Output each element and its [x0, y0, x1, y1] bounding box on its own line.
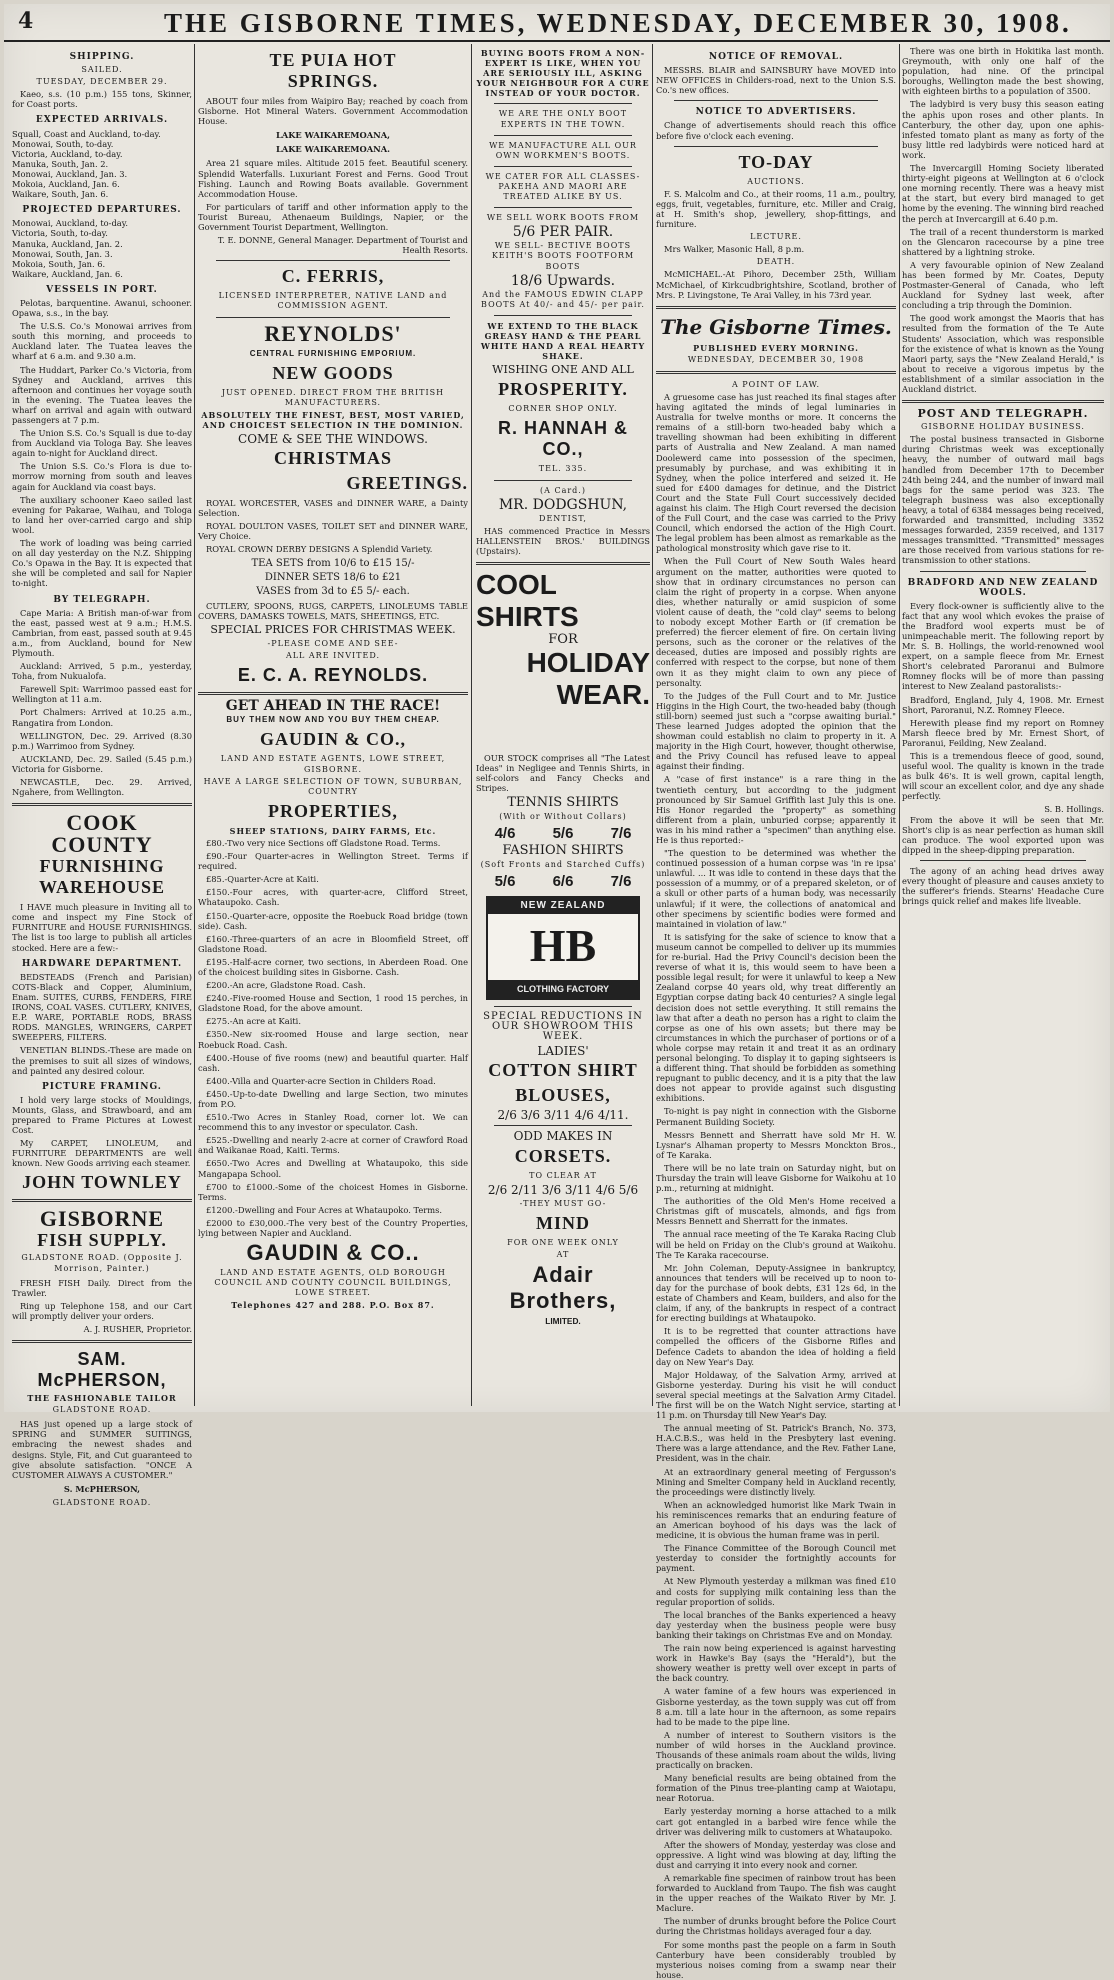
price-label: 4/6 [494, 824, 516, 842]
ad-address: GLADSTONE ROAD. (Opposite J. Morrison, Painter.) [21, 1253, 183, 1273]
paragraph: To-night is pay night in connection with the Gisborne Permanent Building Society. [656, 1106, 896, 1127]
paragraph: The Union S.S. Co.'s Flora is due to-morrow morning from south and leaves again for Auckland via coast bays. [12, 461, 192, 492]
paragraph: OUR STOCK comprises all "The Latest Ideas" in Negligee and Tennis Shirts, in self-colors and Fancy Checks and Stripes. [476, 753, 650, 794]
ad-headline: BLOUSES, [515, 1085, 611, 1106]
column-advertisements-b [476, 46, 650, 1406]
list-item: £160.-Three-quarters of an acre in Bloomfield Street, off Gladstone Road. [198, 933, 468, 954]
ad-subheadline: WE EXTEND TO THE BLACK GREASY HAND & THE PEARL WHITE HAND A REAL HEARTY SHAKE. [480, 320, 646, 362]
paragraph: I HAVE much pleasure in Inviting all to come and inspect my Fine Stock of FURNITURE and HOUSE FURNISHINGS. The list is too large to publish all articles stocked. Here are a few:- [12, 902, 192, 953]
list-item: Monowai, South, Jan. 3. [12, 248, 113, 259]
column-rule [899, 44, 900, 1406]
list-item: £195.-Half-acre corner, two sections, in Aberdeen Road. One of the choicest building sites in Gisborne. Cash. [198, 956, 468, 977]
fashion-prices [476, 873, 650, 890]
advert-cook-county [12, 812, 192, 898]
ware-list [198, 498, 468, 554]
ad-headline: REYNOLDS' [264, 320, 402, 346]
paragraph: F. S. Malcolm and Co., at their rooms, 11 a.m., poultry, eggs, fruit, vegetables, furniture, etc. Miller and Craig, at H. Smith's shop, jewellery, shop-fittings, and furniture. [656, 188, 896, 230]
list-item: £90.-Four Quarter-acres in Wellington Street. Terms if required. [198, 851, 468, 872]
paragraph: "The question to be determined was whether the continued possession of a human corpse was 'in re ipsa' unlawful. ... It was idle to contend in these days that the possession of a mummy, or of a prepared skeleton, or of a skull or other parts of a human body, was necessarily unlawful; if it were, the collections of anatomical and other specimens by scientific bodies were formed and maintained in violation of law." [656, 848, 896, 929]
paragraph: Ring up Telephone 158, and our Cart will promptly deliver your orders. [12, 1300, 192, 1321]
paragraph: Cape Maria: A British man-of-war from the east, passed west at 9 a.m.; H.M.S. Cambrian, from east, passed south at 9.45 a.m., from Auckland, bound for New Plymouth. [12, 607, 192, 658]
subheading: HARDWARE DEPARTMENT. [21, 958, 183, 969]
list-item: £150.-Four acres, with quarter-acre, Clifford Street, Whataupoko. Cash. [198, 887, 468, 908]
ad-headline: E. C. A. REYNOLDS. [237, 665, 429, 686]
ad-subheadline: ALL ARE INVITED. [285, 651, 381, 661]
list-item: £700 to £1000.-Some of the choicest Homes in Gisborne. Terms. [198, 1181, 468, 1202]
ad-headline: SAM. McPHERSON, [37, 1349, 167, 1391]
ad-subheadline: HAVE A LARGE SELECTION OF TOWN, SUBURBAN, COUNTRY [203, 776, 463, 796]
paragraph: The agony of an aching head drives away every thought of pleasure and causes anxiety to the sufferer's friends. Stearns' Headache Cure brings quick relief and makes life liveable. [902, 865, 1104, 907]
ad-subheadline: WE ARE THE ONLY BOOT EXPERTS IN THE TOWN. [498, 109, 628, 129]
ad-subheadline: ABSOLUTELY THE FINEST, BEST, MOST VARIED, AND CHOICEST SELECTION IN THE DOMINION. [201, 409, 465, 430]
divider [494, 1125, 632, 1126]
newspaper-page [4, 4, 1110, 1980]
divider [920, 860, 1086, 861]
property-listings [198, 838, 468, 1238]
divider [216, 260, 450, 261]
ad-subheadline: TO CLEAR AT [529, 1170, 597, 1180]
ad-headline: Adair [532, 1261, 594, 1287]
paragraph: It is satisfying for the sake of science to know that a museum cannot be compelled to deliver up its mummies for re-burial. Had the Privy Council's decision been the reverse of what it is, this would seem to have been a possible legal result; for were it unlawful to keep a New Zealand corpse 40 years old, why treat differently an Egyptian corpse dating back 40 centuries? A single legal decision does not settle everything. It still remains the law that after a death no person has a right to claim the corpse as one of his own assets; but there may be circumstances in which the purchaser of portions or of a whole corpse may retain it and treat it as an ordinary personal belonging. To display it to gaping sightseers is a different thing. That should be forbidden as something repugnant to public decency, and it is a pity that the law does not appear to provide against such disgusting exhibitions. [656, 931, 896, 1104]
divider [12, 1340, 192, 1343]
paragraph: HAS commenced Practice in Messrs HALLENSTEIN BROS.' BUILDINGS (Upstairs). [476, 525, 650, 556]
price-label: 6/6 [552, 872, 574, 890]
paragraph: WELLINGTON, Dec. 29. Arrived (8.30 p.m.) Warrimoo from Sydney. [12, 730, 192, 751]
paragraph: Early yesterday morning a horse attached to a milk cart got entangled in a barbed wire fence while the driver was delivering milk to customers at Whataupoko. [656, 1806, 896, 1837]
ad-subheadline: LAND AND ESTATE AGENTS, LOWE STREET, GISBORNE. [220, 754, 446, 774]
masthead [4, 4, 1110, 42]
ad-address: GLADSTONE ROAD. [52, 1497, 152, 1507]
column-rule [471, 44, 472, 1406]
paragraph: Area 21 square miles. Altitude 2015 feet. Beautiful scenery. Splendid Waterfalls. Luxuriant Forest and Ferns. Good Trout Fishing. Launch and Rowing Boats available. Government Accommodation House. [198, 158, 468, 199]
paragraph: The Invercargill Homing Society liberated thirty-eight pigeons at Wellington at 6 o'clock one morning recently. There was a heavy mist at the start, but every bird managed to get home by the evening. The winning bird reached the perch at Invercargill at 6.40 p.m. [902, 163, 1104, 224]
subheading: PICTURE FRAMING. [42, 1081, 162, 1092]
section-heading: NOTICE OF REMOVAL. [708, 52, 844, 62]
ad-headline: GET AHEAD IN THE RACE! [225, 698, 441, 715]
ad-subheadline: WE SELL- BECTIVE BOOTS KEITH'S BOOTS FOOTFORM BOOTS [491, 241, 635, 271]
ad-subheadline: (With or Without Collars) [499, 811, 627, 821]
ad-subheadline: And the FAMOUS EDWIN CLAPP BOOTS At 40/- and 45/- per pair. [481, 289, 645, 309]
divider [656, 371, 896, 374]
paragraph: The good work amongst the Maoris that has resulted from the formation of the Te Aute Students' Association, which was responsible for the existence of what is known as the Young Maori party, says the "New Zealand Herald," is about to receive a vigorous impetus by the establishment of a similar association in the Auckland district. [902, 313, 1104, 394]
subheading: BY TELEGRAPH. [53, 594, 151, 605]
signature: S. B. Hollings. [1044, 804, 1104, 815]
list-item: £200.-An acre, Gladstone Road. Cash. [206, 980, 366, 991]
paragraph: Change of advertisements should reach this office before five o'clock each evening. [656, 120, 896, 141]
paragraph: For some months past the people on a farm in South Canterbury have been considerably troubled by mysterious noises coming from a swamp near their house. [656, 1939, 896, 1980]
paragraph: VENETIAN BLINDS.-These are made on the premises to suit all sizes of windows, and painted any desired colour. [12, 1045, 192, 1076]
column-editorial [656, 46, 896, 1980]
paragraph: The local branches of the Banks experienced a heavy day yesterday when the business people were busy banking their takings on Christmas Eve and on Monday. [656, 1609, 896, 1640]
hb-clothing-logo [486, 896, 640, 1000]
paragraph: For particulars of tariff and other information apply to the Tourist Bureau, Athenaeum Buildings, Napier, or the Government Tourist Department, Wellington. [198, 201, 468, 233]
list-item: £2000 to £30,000.-The very best of the Country Properties, lying between Napier and Auckland. [198, 1217, 468, 1239]
paragraph: Many beneficial results are being obtained from the formation of the Pinus tree-planting camp at Waiotapu, near Rotorua. [656, 1773, 896, 1804]
list-item: Monowai, South, to-day. [12, 138, 114, 149]
column-shipping [12, 46, 192, 1507]
divider [656, 306, 896, 309]
paragraph: A water famine of a few hours was experienced in Gisborne yesterday, as the town supply was cut off from 8 a.m. till a late hour in the afternoon, as some repairs had to be made to the pipe line. [656, 1686, 896, 1727]
paragraph: After the showers of Monday, yesterday was close and oppressive. A light wind was blowing at day, lifting the dust and carrying it into every nook and corner. [656, 1839, 896, 1870]
column-advertisements-a [198, 46, 468, 1406]
ad-headline: ODD MAKES IN [513, 1129, 613, 1144]
paragraph: Major Holdaway, of the Salvation Army, arrived at Gisborne yesterday. During his visit he will conduct several special meetings at the Salvation Army Citadel. The first will be on the Watch Night service, starting at 11 p.m. on Thursday till New Year's Day. [656, 1369, 896, 1421]
article-body [656, 392, 896, 1980]
price-label: 7/6 [610, 824, 632, 842]
advert-te-puia [198, 50, 468, 92]
subheading: VESSELS IN PORT. [46, 284, 158, 295]
ad-subheadline: AT [556, 1249, 570, 1259]
ad-subheadline: WISHING ONE AND ALL [492, 363, 634, 377]
price-label: 5/6 [494, 872, 516, 890]
divider [494, 315, 632, 316]
column-rule [194, 44, 195, 1406]
paragraph: When an acknowledged humorist like Mark Twain in his reminiscences remarks that an enduring feature of an American boyhood of his days was the lack of medicine, it is obvious the human frame was in peril. [656, 1499, 896, 1541]
ad-subheadline: DENTIST, [539, 513, 587, 523]
ad-subheadline: FOR ONE WEEK ONLY [507, 1237, 619, 1247]
list-item: £650.-Two Acres and Dwelling at Whataupoko, this side Mangapapa School. [198, 1158, 468, 1179]
list-item: £240.-Five-roomed House and Section, 1 rood 15 perches, in Gladstone Road, for the above amount. [198, 993, 468, 1014]
section-heading: POST AND TELEGRAPH. [917, 407, 1089, 421]
list-item: £450.-Up-to-date Dwelling and large Section, two minutes from P.O. [198, 1088, 468, 1109]
paragraph: Herewith please find my report on Romney Marsh fleece bred by Mr. Ernest Short, of Paroranui, Feilding, New Zealand. [902, 717, 1104, 748]
list-item: £350.-New six-roomed House and large section, near Roebuck Road. Cash. [198, 1029, 468, 1050]
subheading: PROJECTED DEPARTURES. [22, 205, 182, 216]
subheading: DEATH. [756, 257, 796, 267]
tennis-prices [476, 825, 650, 842]
section-heading: TO-DAY [738, 151, 814, 172]
ad-subheadline: LICENSED INTERPRETER, NATIVE LAND and COMMISSION AGENT. [218, 291, 448, 311]
ad-price: DINNER SETS 18/6 to £21 [264, 571, 402, 583]
ad-headline: TE PUIA HOT [269, 50, 397, 70]
ad-subheadline: -THEY MUST GO- [519, 1198, 607, 1208]
list-item: £525.-Dwelling and nearly 2-acre at corner of Crawford Road and Waikanae Road, Kaiti. Terms. [198, 1135, 468, 1156]
ad-headline: JOHN TOWNLEY [22, 1172, 182, 1193]
ad-headline: LAKE WAIKAREMOANA, [275, 130, 391, 141]
subheading: PUBLISHED EVERY MORNING. [693, 342, 859, 353]
subheading: EXPECTED ARRIVALS. [35, 115, 169, 126]
ad-headline: LAKE WAIKAREMOANA. [275, 144, 391, 155]
paragraph: When the Full Court of New South Wales heard argument on the matter, authorities were quoted to show that in ordinary circumstances no person can claim the right of property in a corpse. When anyone dies, whether naturally or amid suspicion of some violent cause of death, the "cold clay" seems to belong to nobody except Mother Earth or (if cremation be preferred) the fiercer element of fire. On certain living persons, such as the coroner or the relatives of the deceased, duties are imposed and possibly rights are conferred with respect to the corpse, but none of them own it as they might claim to own any piece of personalty. [656, 556, 896, 688]
section-heading: SHIPPING. [69, 52, 135, 62]
ad-headline: SHIRTS [476, 601, 579, 633]
ad-headline: WAREHOUSE [38, 877, 166, 898]
ad-headline: COUNTY [51, 832, 153, 858]
ad-headline: Brothers, [509, 1287, 617, 1313]
ad-subheadline: CORNER SHOP ONLY. [508, 404, 618, 414]
subheading: SAILED. [81, 65, 123, 75]
column-rule [652, 44, 653, 1406]
paragraph: A gruesome case has just reached its final stages after having agitated the minds of legal luminaries in Australia for twelve months or more. It concerns the remains of a still-born two-headed baby which a travelling showman had been exhibiting in different parts of Australia and New Zealand. A man named Doolewerd came into possession of the specimen, presumably by purchase, and was exhibiting it in Sydney, when the police interfered and seized it. He sued for £400 damages for detinue, and the District Court and the State Full Court successively decided against his claim. The High Court reversed the decision of the Full Court, and the case was carried to the Privy Council, which endorsed the action of the High Court. The legal problem has been almost as remarkable as the pathological monstrosity which gave rise to it. [656, 391, 896, 554]
ad-subheadline: FOR [548, 632, 578, 648]
list-item: ROYAL WORCESTER, VASES and DINNER WARE, a Dainty Selection. [198, 498, 468, 519]
list-item: Victoria, South, to-day. [12, 228, 108, 239]
logo-text: NEW ZEALAND [488, 898, 638, 914]
paragraph: ABOUT four miles from Waipiro Bay; reached by coach from Gisborne. Hot Mineral Waters. Government Accommodation House. [198, 96, 468, 127]
paragraph: From the above it will be seen that Mr. Short's clip is as near perfection as human skill can produce. The wool exported upon was dipped in the sheep-dipping preparation. [902, 814, 1104, 855]
ad-subheadline: SPECIAL REDUCTIONS IN OUR SHOWROOM THIS WEEK. [483, 1010, 643, 1043]
paragraph: A very favourable opinion of New Zealand has been formed by Mr. Coates, Deputy Postmaster-General of Canada, who left Auckland for Sydney last week, after concluding a trip through the Dominion. [902, 259, 1104, 311]
ad-subheadline: SHEEP STATIONS, DAIRY FARMS, Etc. [229, 825, 437, 836]
ad-headline: COTTON SHIRT [488, 1060, 638, 1081]
paragraph: The trail of a recent thunderstorm is marked on the Glencaron racecourse by a pine tree shattered by a lightning stroke. [902, 226, 1104, 257]
paragraph: There was one birth in Hokitika last month. Greymouth, with only one half of the population, had nine. Of the principal boroughs, Wellington made the best showing, with eighteen births to a population of 3500. [902, 46, 1104, 97]
news-notes [902, 46, 1104, 394]
list-item: Mokoia, South, Jan. 6. [12, 258, 106, 269]
list-item: Waikare, Auckland, Jan. 6. [12, 268, 123, 279]
ad-subheadline: LIMITED. [545, 1315, 581, 1326]
signature: T. E. DONNE, General Manager. Department of Tourist and Health Resorts. [217, 235, 468, 256]
ad-headline: LADIES' [537, 1044, 589, 1059]
ad-headline: SPRINGS. [287, 71, 379, 91]
ad-headline: PROPERTIES, [268, 800, 398, 821]
paragraph: To the Judges of the Full Court and to Mr. Justice Higgins in the High Court, the two-headed baby (though still-born) seemed just such a "corpse awaiting burial." These learned Judges adopted the opinion that the showman could establish no claim to property in it. A majority in the High Court, however, thought otherwise, and the Privy Council has refused leave to appeal against their finding. [656, 690, 896, 772]
paragraph: HAS just opened up a large stock of SPRING and SUMMER SUITINGS, embracing the newest shades and designs. Style, Fit, and Cut guaranteed to give absolute satisfaction. "ONCE A CUSTOMER ALWAYS A CUSTOMER." [12, 1419, 192, 1480]
ad-price: VASES from 3d to £5 5/- each. [256, 585, 410, 597]
ad-headline: CHRISTMAS [273, 448, 393, 469]
telegraph-paragraphs [12, 608, 192, 798]
ad-headline: GREETINGS. [346, 473, 468, 494]
list-item: Monowai, Auckland, Jan. 3. [12, 168, 128, 179]
column-right [902, 46, 1104, 1406]
divider [494, 103, 632, 104]
shipping-paragraphs [12, 321, 192, 588]
expected-list [12, 129, 192, 200]
divider [920, 571, 1086, 572]
ad-subheadline: (A Card.) [540, 485, 586, 495]
ad-subheadline: COME & SEE THE WINDOWS. [238, 431, 428, 446]
divider [12, 1199, 192, 1202]
advert-tailor [12, 1349, 192, 1415]
list-item: Waikare, South, Jan. 6. [12, 189, 109, 200]
divider [198, 692, 468, 695]
section-heading: BRADFORD AND NEW ZEALAND WOOLS. [907, 577, 1099, 598]
subheading: LECTURE. [750, 232, 802, 242]
paragraph: NEWCASTLE, Dec. 29. Arrived, Ngahere, from Wellington. [12, 777, 192, 798]
ad-subheadline: BUY THEM NOW AND YOU BUY THEM CHEAP. [226, 715, 440, 725]
divider [476, 562, 650, 565]
paragraph: The annual race meeting of the Te Karaka Racing Club will be held on Friday on the Club's ground at Waikohu. The Te Karaka racecourse. [656, 1229, 896, 1260]
divider [674, 146, 878, 147]
ad-subheadline: -PLEASE COME AND SEE- [267, 639, 399, 649]
paragraph: Port Chalmers: Arrived at 10.25 a.m., Rangatira from London. [12, 707, 192, 728]
price-label: 5/6 [552, 824, 574, 842]
ad-headline: R. HANNAH & CO., [498, 418, 628, 460]
list-item: ROYAL CROWN DERBY DESIGNS A Splendid Variety. [206, 544, 433, 555]
ad-headline: FISH SUPPLY. [37, 1230, 167, 1251]
subheading: GISBORNE HOLIDAY BUSINESS. [921, 422, 1085, 432]
paragraph: Messrs Bennett and Sherratt have sold Mr H. W. Lysnar's Alhaman property to Messrs Monckton Bros., of Te Karaka. [656, 1129, 896, 1160]
paragraph: FRESH FISH Daily. Direct from the Trawler. [12, 1277, 192, 1298]
paragraph: The auxiliary schooner Kaeo sailed last evening for Pakarae, Waihau, and Tologa to land her over-carried cargo and ship wool. [12, 494, 192, 535]
projected-list [12, 218, 192, 279]
ad-price: TEA SETS from 10/6 to £15 15/- [251, 557, 415, 569]
page-number: 4 [18, 8, 34, 34]
paragraph: The Union S.S. Co.'s Squall is due to-day from Auckland via Tologa Bay. She leaves again to-night for Auckland direct. [12, 428, 192, 459]
list-item: Monowai, Auckland, to-day. [12, 218, 128, 229]
divider [494, 135, 632, 136]
price-label: 7/6 [610, 872, 632, 890]
paragraph: The postal business transacted in Gisborne during Christmas week was exceptionally heavy, the number of outward mail bags handled from December 17th to December 24th being 244, and the number of inward mail bags for the same period was 323. The telegraph business was also exceptionally heavy, a total of 6384 messages being received, forwarded and transmitted, including 3352 messages forwarded, 2359 received, and 1317 messages transmitted. "Transmitted" messages are those received from various stations for re-transmission to other stations. [902, 434, 1104, 566]
signature: A. J. RUSHER, Proprietor. [83, 1324, 192, 1334]
paragraph: AUCKLAND, Dec. 29. Sailed (5.45 p.m.) Victoria for Gisborne. [12, 753, 192, 774]
ad-subheadline: TEL. 335. [538, 464, 588, 474]
ad-price: 2/6 3/6 3/11 4/6 4/11. [497, 1108, 629, 1123]
ad-headline: HOLIDAY [526, 647, 650, 679]
paragraph: Every flock-owner is sufficiently alive to the fact that any wool which evokes the praise of the Bradford wool experts must be of unimpeachable merit. The following report by Mr. S. B. Hollings, the world-renowned wool expert, on a sample fleece from Mr. Ernest Short's celebrated Paroranui and Bulmore Romney flocks will be of more than passing interest to New Zealand pastoralists:- [902, 600, 1104, 692]
ad-subheadline: BUYING BOOTS FROM A NON-EXPERT IS LIKE, WHEN YOU ARE SERIOUSLY ILL, ASKING YOUR NEIGHBOUR FOR A CURE INSTEAD OF YOUR DOCTOR. [476, 48, 650, 99]
ad-headline: GISBORNE [39, 1206, 165, 1232]
list-item: £85.-Quarter-Acre at Kaiti. [206, 874, 319, 885]
list-item: Victoria, Auckland, to-day. [12, 148, 123, 159]
advert-fish-supply [12, 1208, 192, 1273]
ad-subheadline: WE CATER FOR ALL CLASSES-PAKEHA AND MAORI ARE TREATED ALIKE BY US. [485, 171, 641, 202]
paragraph: The U.S.S. Co.'s Monowai arrives from south this morning, and proceeds to Auckland later. The Tuatea leaves the wharf at 6 a.m. and 9.30 a.m. [12, 321, 192, 362]
ad-address: GLADSTONE ROAD. [52, 1405, 152, 1415]
paragraph: A remarkable fine specimen of rainbow trout has been forwarded to Auckland from Taupo. The fish was caught in the upper reaches of the Waikato River by Mr. J. Maclure. [656, 1873, 896, 1914]
ad-subheadline: JUST OPENED. DIRECT FROM THE BRITISH MANUFACTURERS. [221, 387, 445, 407]
logo-text: CLOTHING FACTORY [488, 980, 638, 998]
list-item: £1200.-Dwelling and Four Acres at Whataupoko. Terms. [206, 1204, 442, 1215]
paragraph: The Huddart, Parker Co.'s Victoria, from Sydney and Auckland, arrives this afternoon and continues her voyage south in the evening. The Tuatea leaves the wharf on arrival and again with outward passengers at 7 p.m. [12, 364, 192, 425]
divider [216, 317, 450, 318]
paragraph: A number of interest to Southern visitors is the number of wild horses in the Auckland province. Thousands of these animals roam about the wilds, living practically on bracken. [656, 1729, 896, 1771]
paragraph: The Finance Committee of the Borough Council met yesterday to consider the fortnightly accounts for payment. [656, 1543, 896, 1574]
paragraph: Bradford, England, July 4, 1908. Mr. Ernest Short, Paroranui, N.Z. Romney Fleece. [902, 694, 1104, 715]
ad-headline: NEW GOODS [272, 362, 394, 383]
ad-subheadline: SPECIAL PRICES FOR CHRISTMAS WEEK. [210, 623, 456, 636]
ad-headline: GAUDIN & CO., [260, 729, 406, 750]
paragraph: MESSRS. BLAIR and SAINSBURY have MOVED into NEW OFFICES in Childers-road, next to the Union S.S. Co.'s new offices. [656, 65, 896, 96]
ad-headline: MIND [536, 1212, 590, 1233]
list-item: ROYAL DOULTON VASES, TOILET SET and DINNER WARE, Very Choice. [198, 521, 468, 542]
paragraph: At an extraordinary general meeting of Fergusson's Mining and Smelter Company held in Auckland recently, the proceedings were distinctly lively. [656, 1466, 896, 1497]
ad-headline: COOK [66, 810, 138, 836]
ad-subheadline: Telephones 427 and 288. P.O. Box 87. [231, 1300, 435, 1311]
paragraph: The authorities of the Old Men's Home received a Christmas gift of muscatels, almonds, and figs from Messrs Bennett and Sherratt for the inmates. [656, 1196, 896, 1227]
paragraph: There will be no late train on Saturday night, but on Thursday the train will leave Gisborne for Waikohu at 10 p.m., returning at midnight. [656, 1162, 896, 1194]
paragraph: CUTLERY, SPOONS, RUGS, CARPETS, LINOLEUMS TABLE COVERS, DAMASKS TOWELS, MATS, SHEETINGS, ETC. [198, 600, 468, 621]
divider [494, 480, 632, 481]
list-item: Manuka, Auckland, Jan. 2. [12, 238, 123, 249]
ad-subheadline: WE MANUFACTURE ALL OUR OWN WORKMEN'S BOOTS. [489, 140, 637, 160]
list-item: £80.-Two very nice Sections off Gladstone Road. Terms. [206, 837, 441, 848]
logo-text: HB [529, 919, 597, 971]
paragraph: At New Plymouth yesterday a milkman was fined £10 and costs for supplying milk containing less than the regular proportion of solids. [656, 1576, 896, 1607]
dateline: TUESDAY, DECEMBER 29. [36, 77, 168, 87]
newspaper-nameplate: The Gisborne Times. [660, 314, 892, 339]
paragraph: This is a tremendous fleece of good, sound, useful wool. The quality is known in the trade as bulk 46's. It is well grown, capital length, will scour an excellent color, and dye any shade perfectly. [902, 751, 1104, 802]
paragraph: Pelotas, barquentine. Awanui, schooner. Opawa, s.s., in the bay. [12, 297, 192, 319]
section-heading: NOTICE TO ADVERTISERS. [695, 107, 857, 118]
divider [674, 100, 878, 101]
paragraph: The annual meeting of St. Patrick's Branch, No. 373, H.A.C.B.S., was held in the Presbytery last evening. There was a large attendance, and the Rev. Father Lane, President, was in the chair. [656, 1423, 896, 1464]
ad-headline: CORSETS. [514, 1145, 612, 1166]
page-title: THE GISBORNE TIMES, WEDNESDAY, DECEMBER 30, 1908. [164, 8, 1072, 38]
ad-price: 2/6 2/11 3/6 3/11 4/6 5/6 [487, 1182, 639, 1197]
ad-subheadline: THE FASHIONABLE TAILOR [27, 1393, 177, 1404]
ad-price: 5/6 PER PAIR. [512, 224, 614, 241]
list-item: Squall, Coast and Auckland, to-day. [12, 128, 161, 139]
ad-headline: MR. DODGSHUN, [498, 496, 628, 513]
paragraph: Farewell Spit: Warrimoo passed east for Wellington at 11 a.m. [12, 684, 192, 705]
ad-headline: WEAR. [556, 679, 650, 711]
divider [902, 400, 1104, 403]
ad-headline: FASHION SHIRTS [502, 842, 624, 858]
article-heading: A POINT OF LAW. [731, 379, 821, 389]
divider [494, 166, 632, 167]
list-item: £150.-Quarter-acre, opposite the Roebuck Road bridge (town side). Cash. [198, 910, 468, 931]
list-item: Manuka, South, Jan. 2. [12, 158, 109, 169]
list-item: £400.-House of five rooms (new) and beautiful quarter. Half cash. [198, 1052, 468, 1073]
subheading: AUCTIONS. [747, 176, 805, 186]
spacer [476, 713, 650, 753]
ad-headline: GAUDIN & CO.. [246, 1240, 420, 1266]
list-item: £275.-An acre at Kaiti. [206, 1016, 301, 1027]
ad-subheadline: CENTRAL FURNISHING EMPORIUM. [249, 348, 417, 358]
ad-subheadline: WE SELL WORK BOOTS FROM [486, 213, 640, 223]
paragraph: The number of drunks brought before the Police Court during the Christmas holidays averaged four a day. [656, 1916, 896, 1937]
list-item: £400.-Villa and Quarter-acre Section in Childers Road. [206, 1075, 436, 1086]
paragraph: The ladybird is very busy this season eating the aphis upon roses and other plants. In Canterbury, the other day, upon one aphis-infested tomato plant as many as forty of the busy little red ladybirds were noticed hard at work. [902, 99, 1104, 160]
divider [494, 207, 632, 208]
paragraph: Kaeo, s.s. (10 p.m.) 155 tons, Skinner, for Coast ports. [12, 89, 192, 110]
paragraph: McMICHAEL.-At Pihoro, December 25th, William McMichael, of Kirkcudbrightshire, Scotland, brother of Mrs. P. Livingstone, Te Arai Valley, in his 73rd year. [656, 269, 896, 300]
ad-headline: FURNISHING [39, 856, 165, 877]
paragraph: I hold very large stocks of Mouldings, Mounts, Glass, and Strawboard, and am prepared to Frame Pictures at Lowest Cost. [12, 1094, 192, 1136]
paragraph: BEDSTEADS (French and Parisian) COTS-Black and Copper, Aluminium, Enam. SUITES, CURBS, FENDERS, FIRE IRONS, COAL VASES. CUTLERY, KNIVES, E.P. WARE, PORTABLE RODS, BRASS RODS. MANGLES, WRINGERS, CARPET SWEEPERS, FILTERS. [12, 971, 192, 1043]
ad-subheadline: LAND AND ESTATE AGENTS, OLD BOROUGH COUNCIL AND COUNTY COUNCIL BUILDINGS, LOWE STREET. [214, 1268, 452, 1298]
paragraph: The work of loading was being carried on all day yesterday on the N.Z. Shipping Co.'s Opawa in the Bay. It is expected that she will be completed and sail for Napier to-night. [12, 538, 192, 589]
paragraph: Auckland: Arrived, 5 p.m., yesterday, Toha, from Nukualofa. [12, 661, 192, 682]
ad-headline: COOL [476, 569, 557, 601]
divider [12, 803, 192, 806]
list-item: £510.-Two Acres in Stanley Road, corner lot. We can recommend this to any investor or speculator. Cash. [198, 1112, 468, 1133]
ad-subheadline: (Soft Fronts and Starched Cuffs) [480, 859, 646, 869]
signature: S. McPHERSON, [63, 1483, 141, 1494]
paragraph: It is to be regretted that counter attractions have compelled the officers of the Gisborne Rifles and Defence Cadets to abandon the idea of holding a field day on New Year's Day. [656, 1326, 896, 1367]
paragraph: Mrs Walker, Masonic Hall, 8 p.m. [664, 244, 805, 255]
ad-headline: TENNIS SHIRTS [507, 794, 619, 810]
paragraph: My CARPET, LINOLEUM, and FURNITURE DEPARTMENTS are well known. New Goods arriving each steamer. [12, 1138, 192, 1169]
paragraph: The rain now being experienced is against harvesting work in Hawke's Bay (says the "Herald"), but the showery weather is pretty well over except in parts of the back country. [656, 1643, 896, 1684]
divider [494, 1006, 632, 1007]
paragraph: A "case of first instance" is a rare thing in the twentieth century, but according to the judgment pronounced by Sir Samuel Griffith last July this is one. His Honor regarded the "property" as something different from a plain, unburied corpse; apparently it was in his mind rather a "specimen" than anything else. He is thus reported:- [656, 774, 896, 845]
ad-headline: PROSPERITY. [498, 379, 628, 400]
dateline: WEDNESDAY, DECEMBER 30, 1908 [687, 354, 865, 364]
ad-price: 18/6 Upwards. [510, 272, 616, 289]
paragraph: Mr. John Coleman, Deputy-Assignee in bankruptcy, announces that tenders will be received up to noon to-day for the purchase of book debts, £31 12s 6d, in the estate of Chambers and Keam, builders, and also for the claim, if any, of the bankrupts in respect of a contract for erecting buildings at Whataupoko. [656, 1262, 896, 1324]
list-item: Mokoia, Auckland, Jan. 6. [12, 179, 120, 190]
ad-headline: C. FERRIS, [281, 266, 385, 287]
